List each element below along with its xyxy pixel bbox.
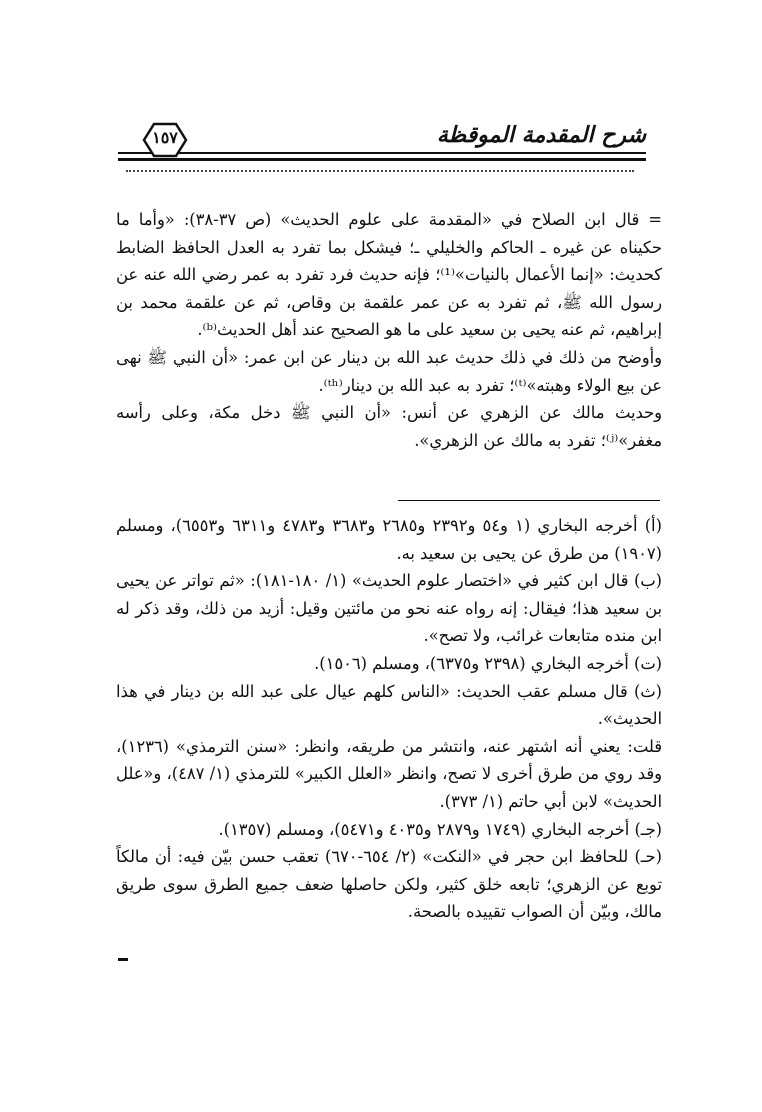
- footnote: (حـ) للحافظ ابن حجر في «النكت» (٢/ ٦٥٤-٦٧٠) تعقب حسن بيّن فيه: أن مالكاً توبع عن الزهري؛ تابعه خلق كثير، ولكن حاصلها ضعف جميع الطرق سوى طريق مالك، وبيّن أن الصواب تقييده بالصحة.: [116, 847, 662, 922]
- footnote: (ب) قال ابن كثير في «اختصار علوم الحديث» (١/ ١٨٠-١٨١): «ثم تواتر عن يحيى بن سعيد هذا؛ فيقال: إنه رواه عنه نحو من مائتين وقيل: أزيد من ذلك، وقد ذكر له ابن منده متابعات غرائب، ولا تصح».: [116, 571, 662, 646]
- footnote: (جـ) أخرجه البخاري (١٧٤٩ و٢٨٧٩ و٤٠٣٥ و٥٤٧١)، ومسلم (١٣٥٧).: [218, 819, 662, 839]
- paragraph: وحديث مالك عن الزهري عن أنس: «أن النبي ﷺ دخل مكة، وعلى رأسه مغفر»⁽ʲ⁾؛ تفرد به مالك عن الزهري».: [116, 403, 662, 450]
- header-dotted-rule: [126, 170, 634, 172]
- paragraph: = قال ابن الصلاح في «المقدمة على علوم الحديث» (ص ٣٧-٣٨): «وأما ما حكيناه عن غيره ـ الحاكم والخليلي ـ؛ فيشكل بما تفرد به العدل الحافظ الضابط كحديث: «إنما الأعمال بالنيات»⁽¹⁾؛ فإنه حديث فرد تفرد به عمر رضي الله عنه عن رسول الله ﷺ، ثم تفرد به عن عمر علقمة بن وقاص، ثم عن علقمة محمد بن إبراهيم، ثم عنه يحيى بن سعيد على ما هو الصحيح عند أهل الحديث⁽ᵇ⁾.: [116, 210, 663, 340]
- running-title: شرح المقدمة الموقظة: [429, 118, 646, 152]
- footnote: (ت) أخرجه البخاري (٢٣٩٨ و٦٣٧٥)، ومسلم (١٥٠٦).: [314, 653, 662, 673]
- footnote: (أ) أخرجه البخاري (١ و٥٤ و٢٣٩٢ و٢٦٨٥ و٣٦٨٣ و٤٧٨٣ و٦٣١١ و٦٥٥٣)، ومسلم (١٩٠٧) من طرق عن يحيى بن سعيد به.: [116, 516, 662, 563]
- main-text: [116, 206, 662, 454]
- footnotes: [116, 512, 662, 926]
- end-mark: [118, 958, 128, 961]
- footnote-separator: [398, 500, 660, 501]
- header-rule-thick: [118, 158, 646, 161]
- header-rule-thin: [118, 152, 646, 154]
- page-number: ١٥٧: [152, 128, 178, 147]
- page-number-badge: [138, 118, 192, 162]
- footnote: قلت: يعني أنه اشتهر عنه، وانتشر من طريقه، وانظر: «سنن الترمذي» (١٢٣٦)، وقد روي من طرق أخرى لا تصح، وانظر «العلل الكبير» للترمذي (١/ ٤٨٧)، و«علل الحديث» لابن أبي حاتم (١/ ٣٧٣).: [116, 736, 662, 811]
- footnote: (ث) قال مسلم عقب الحديث: «الناس كلهم عيال على عبد الله بن دينار في هذا الحديث».: [116, 681, 662, 729]
- page-header: [118, 118, 646, 164]
- paragraph: وأوضح من ذلك في ذلك حديث عبد الله بن دينار عن ابن عمر: «أن النبي ﷺ نهى عن بيع الولاء وهبته»⁽ᵗ⁾؛ تفرد به عبد الله بن دينار⁽ᵗʰ⁾.: [116, 347, 662, 395]
